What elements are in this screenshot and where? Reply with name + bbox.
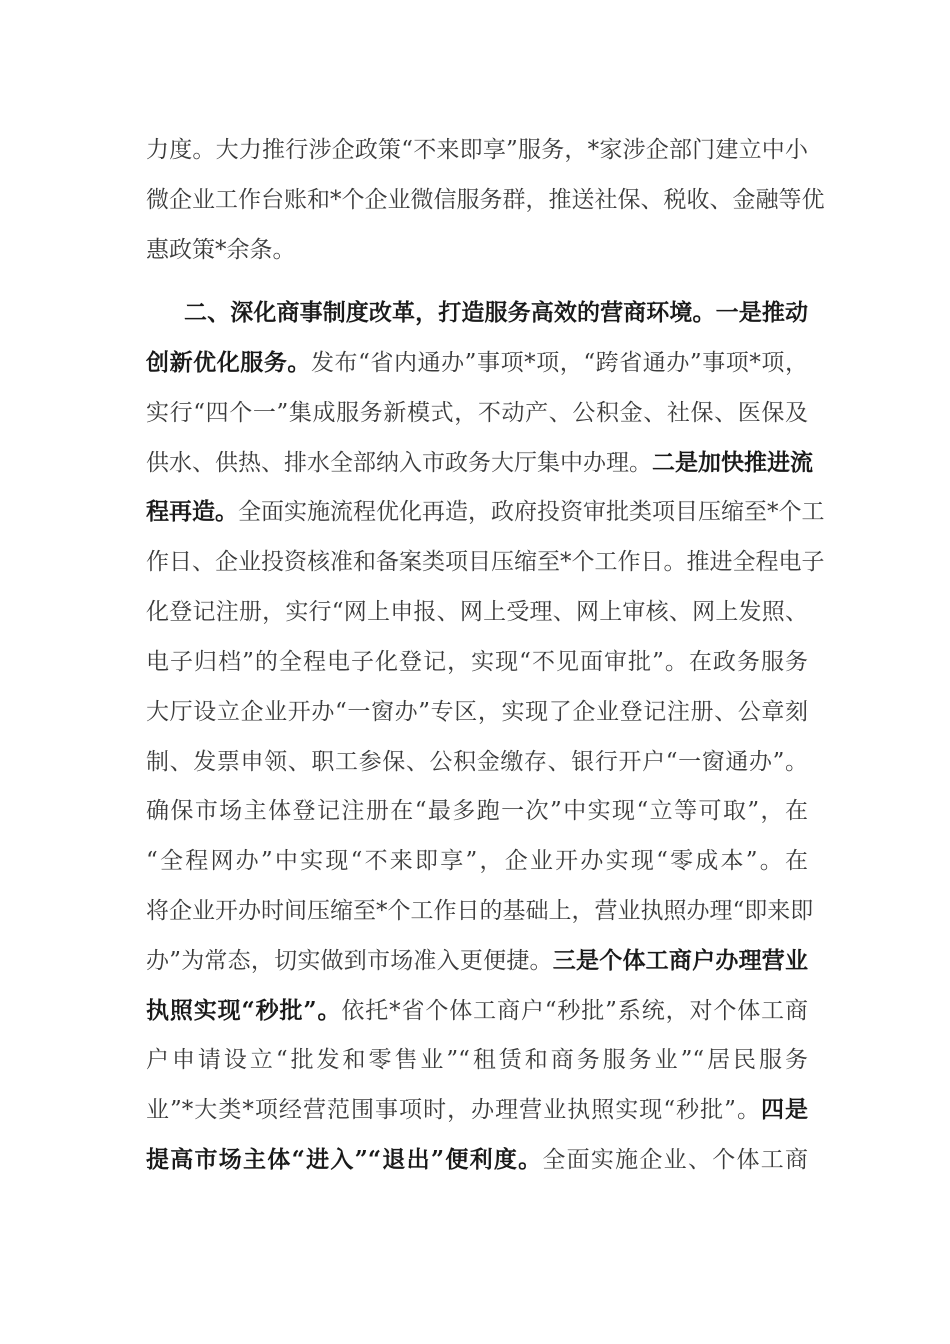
text-run: 户申请设立“批发和零售业”“租赁和商务服务业”“居民服务 [146,1047,808,1073]
text-line [184,295,808,331]
text-line [146,843,808,879]
text-run: 确保市场主体登记注册在“最多跑一次”中实现“立等可取”，在 [146,798,808,824]
text-line [146,993,808,1029]
text-line [146,744,808,780]
text-line [146,893,814,929]
bold-run: 二是加快推进流 [652,449,813,476]
text-run: 全面实施流程优化再造，政府投资审批类项目压缩至*个工 [238,499,825,525]
text-line [146,943,808,979]
text-run: “全程网办”中实现“不来即享”，企业开办实现“零成本”。在 [146,848,808,874]
text-line [146,182,825,218]
text-line [146,1142,808,1178]
text-run: 电子归档”的全程电子化登记，实现“不见面审批”。在政务服务 [146,649,808,675]
text-line [146,694,808,730]
text-line [146,232,808,268]
text-run: 全面实施企业、个体工商 [542,1147,808,1173]
text-line [146,594,808,630]
text-run: 作日、企业投资核准和备案类项目压缩至*个工作日。推进全程电子 [146,549,825,575]
text-line [146,1042,808,1078]
text-line [146,544,825,580]
text-run: 化登记注册，实行“网上申报、网上受理、网上审核、网上发照、 [146,599,808,625]
bold-run: 创新优化服务。 [146,349,311,376]
text-run: 办”为常态，切实做到市场准入更便捷。 [146,948,553,974]
text-line [146,132,808,168]
text-run: 发布“省内通办”事项*项，“跨省通办”事项*项， [310,350,808,376]
text-run: 实行“四个一”集成服务新模式，不动产、公积金、社保、医保及 [146,400,808,426]
text-run: 业”*大类*项经营范围事项时，办理营业执照实现“秒批”。 [146,1097,761,1123]
bold-run: 执照实现“秒批”。 [146,997,342,1024]
text-run: 供水、供热、排水全部纳入市政务大厅集中办理。 [146,450,652,476]
text-line [146,1092,808,1128]
bold-run: 程再造。 [146,498,238,525]
bold-run: 提高市场主体“进入”“退出”便利度。 [146,1146,543,1173]
text-run: 依托*省个体工商户“秒批”系统，对个体工商 [341,998,808,1024]
text-line [146,445,813,481]
text-line [146,395,808,431]
text-run: 惠政策*余条。 [146,237,296,263]
bold-run: 三是个体工商户办理营业 [552,947,809,974]
text-run: 微企业工作台账和*个企业微信服务群，推送社保、税收、金融等优 [146,187,825,213]
text-line [146,494,825,530]
text-run: 将企业开办时间压缩至*个工作日的基础上，营业执照办理“即来即 [146,898,814,924]
text-run: 制、发票申领、职工参保、公积金缴存、银行开户“一窗通办”。 [146,749,808,775]
section-heading: 二、深化商事制度改革，打造服务高效的营商环境。一是推动 [184,299,808,326]
text-line [146,345,808,381]
text-run: 大厅设立企业开办“一窗办”专区，实现了企业登记注册、公章刻 [146,699,808,725]
text-run: 力度。大力推行涉企政策“不来即享”服务，*家涉企部门建立中小 [146,137,808,163]
text-line [146,793,808,829]
bold-run: 四是 [760,1096,808,1123]
text-line [146,644,808,680]
